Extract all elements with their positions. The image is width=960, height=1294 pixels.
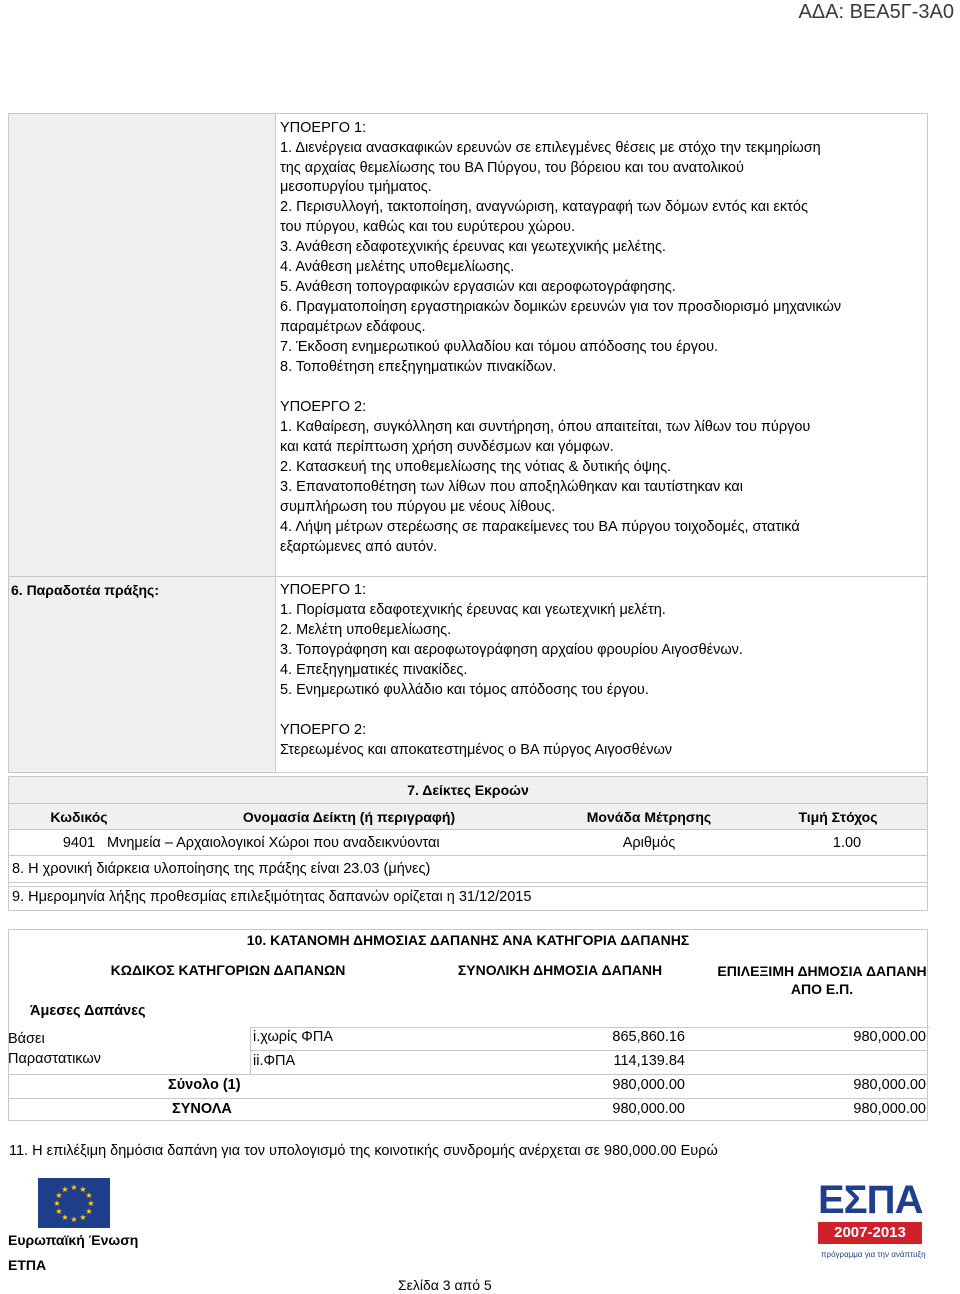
list-item: του πύργου, καθώς και του ευρύτερου χώρου. — [280, 219, 575, 235]
deliverables-label: 6. Παραδοτέα πράξης: — [11, 582, 159, 598]
sum1-label: Σύνολο (1) — [168, 1077, 241, 1093]
list-item: 2. Μελέτη υποθεμελίωσης. — [280, 622, 452, 638]
subproject-2-title: ΥΠΟΕΡΓΟ 2: — [280, 399, 367, 415]
deadline-row — [9, 883, 927, 910]
svg-text:★: ★ — [70, 1183, 78, 1192]
category-line2: Παραστατικων — [8, 1051, 101, 1067]
subcategory-label: ii.ΦΠΑ — [253, 1053, 296, 1069]
column-header-unit: Μονάδα Μέτρησης — [586, 808, 712, 825]
grand-total-label: ΣΥΝΟΛΑ — [172, 1101, 232, 1117]
allocation-title: 10. ΚΑΤΑΝΟΜΗ ΔΗΜΟΣΙΑΣ ΔΑΠΑΝΗΣ ΑΝΑ ΚΑΤΗΓΟΡΙΑ ΔΑΠΑΝΗΣ — [246, 932, 690, 948]
deliverables-sp1-title: ΥΠΟΕΡΓΟ 1: — [280, 582, 367, 598]
grand-total: 980,000.00 — [612, 1101, 685, 1117]
list-item: 7. Έκδοση ενημερωτικού φυλλαδίου και τόμου απόδοσης του έργου. — [280, 339, 719, 355]
list-item: μεσοπυργίου τμήματος. — [280, 179, 432, 195]
list-item: 2. Κατασκευή της υποθεμελίωσης της νότιας & δυτικής όψης. — [280, 459, 672, 475]
eu-label: Ευρωπαϊκή Ένωση — [8, 1232, 139, 1248]
list-item: 3. Ανάθεση εδαφοτεχνικής έρευνας και γεωτεχνικής μελέτης. — [280, 239, 666, 255]
svg-text:★: ★ — [53, 1199, 61, 1208]
section-6-label-cell — [8, 577, 276, 773]
column-header-category: ΚΩΔΙΚΟΣ ΚΑΤΗΓΟΡΙΩΝ ΔΑΠΑΝΩΝ — [110, 962, 346, 978]
duration-text: 8. Η χρονική διάρκεια υλοποίησης της πράξης είναι 23.03 (μήνες) — [12, 861, 431, 877]
column-header-eligible — [692, 962, 952, 998]
list-item: 5. Ενημερωτικό φυλλάδιο και τόμος απόδοσης του έργου. — [280, 682, 649, 698]
column-header-code: Κωδικός — [50, 808, 108, 825]
table-row — [9, 830, 927, 856]
indicators-title-row — [9, 777, 927, 804]
indicator-unit: Αριθμός — [622, 834, 676, 851]
category-line1: Βάσει — [8, 1031, 45, 1047]
column-header-eligible-line2: ΑΠΟ Ε.Π. — [790, 981, 854, 997]
duration-row — [9, 856, 927, 883]
category-label — [8, 1029, 101, 1069]
sum1-eligible: 980,000.00 — [853, 1077, 926, 1093]
svg-text:★: ★ — [87, 1199, 95, 1208]
divider — [250, 1050, 928, 1051]
svg-text:★: ★ — [85, 1191, 93, 1200]
column-header-name: Ονομασία Δείκτη (ή περιγραφή) — [242, 808, 456, 825]
list-item: 8. Τοποθέτηση επεξηγηματικών πινακίδων. — [280, 359, 557, 375]
sum1-total: 980,000.00 — [612, 1077, 685, 1093]
espa-logo — [818, 1178, 926, 1272]
list-item: 3. Επανατοποθέτηση των λίθων που αποξηλώθηκαν και ταυτίστηκαν και — [280, 479, 743, 495]
grand-eligible: 980,000.00 — [853, 1101, 926, 1117]
column-header-total: ΣΥΝΟΛΙΚΗ ΔΗΜΟΣΙΑ ΔΑΠΑΝΗ — [457, 962, 663, 978]
direct-costs-label: Άμεσες Δαπάνες — [30, 1003, 146, 1019]
list-item: της αρχαίας θεμελίωσης του ΒΑ Πύργου, του βόρειου και του ανατολικού — [280, 160, 744, 176]
espa-tagline: πρόγραμμα για την ανάπτυξη — [821, 1250, 926, 1259]
svg-text:★: ★ — [79, 1185, 87, 1194]
list-item: Στερεωμένος και αποκατεστημένος ο ΒΑ πύργος Αιγοσθένων — [280, 742, 673, 758]
column-header-target: Τιμή Στόχος — [798, 808, 878, 825]
list-item: 4. Ανάθεση μελέτης υποθεμελίωσης. — [280, 259, 515, 275]
subcategory-total: 865,860.16 — [612, 1029, 685, 1045]
ada-code: ΑΔΑ: ΒΕΑ5Γ-3Α0 — [798, 1, 954, 23]
espa-years: 2007-2013 — [818, 1222, 922, 1244]
indicator-code: 9401 — [62, 834, 96, 851]
divider — [8, 886, 928, 887]
list-item: συμπλήρωση του πύργου με νέους λίθους. — [280, 499, 556, 515]
indicator-name: Μνημεία – Αρχαιολογικοί Χώροι που αναδεικνύονται — [107, 834, 440, 851]
fund-label: ΕΤΠΑ — [8, 1257, 47, 1273]
svg-text:★: ★ — [55, 1191, 63, 1200]
note-11: 11. Η επιλέξιμη δημόσια δαπάνη για τον υπολογισμό της κοινοτικής συνδρομής ανέρχεται σε 980,000.00 Ευρώ — [9, 1143, 718, 1159]
indicators-title: 7. Δείκτες Εκροών — [407, 782, 529, 798]
list-item: 4. Επεξηγηματικές πινακίδες. — [280, 662, 468, 678]
list-item: 6. Πραγματοποίηση εργαστηριακών δομικών ερευνών για τον προσδιορισμό μηχανικών — [280, 299, 842, 315]
subproject-1-title: ΥΠΟΕΡΓΟ 1: — [280, 120, 367, 136]
list-item: 3. Τοπογράφηση και αεροφωτογράφηση αρχαίου φρουρίου Αιγοσθένων. — [280, 642, 743, 658]
list-item: και κατά περίπτωση χρήση συνδέσμων και γόμφων. — [280, 439, 614, 455]
list-item: 5. Ανάθεση τοπογραφικών εργασιών και αεροφωτογράφησης. — [280, 279, 676, 295]
indicators-table — [8, 776, 928, 911]
section-5-label-cell — [8, 113, 276, 577]
svg-text:★: ★ — [70, 1215, 78, 1224]
subcategory-total: 114,139.84 — [613, 1053, 685, 1069]
indicator-target: 1.00 — [832, 834, 862, 851]
page-number: Σελίδα 3 από 5 — [398, 1277, 492, 1293]
list-item: 1. Πορίσματα εδαφοτεχνικής έρευνας και γεωτεχνική μελέτη. — [280, 602, 666, 618]
svg-text:★: ★ — [61, 1213, 69, 1222]
eu-flag-icon — [38, 1178, 110, 1228]
list-item: εξαρτώμενες από αυτόν. — [280, 539, 438, 555]
svg-text:★: ★ — [79, 1213, 87, 1222]
deliverables-sp2-title: ΥΠΟΕΡΓΟ 2: — [280, 722, 367, 738]
espa-logo-text: ΕΣΠΑ — [818, 1178, 923, 1222]
list-item: 4. Λήψη μέτρων στερέωσης σε παρακείμενες του ΒΑ πύργου τοιχοδομές, στατικά — [280, 519, 800, 535]
list-item: 2. Περισυλλογή, τακτοποίηση, αναγνώριση, καταγραφή των δόμων εντός και εκτός — [280, 199, 808, 215]
list-item: 1. Καθαίρεση, συγκόλληση και συντήρηση, όπου απαιτείται, των λίθων του πύργου — [280, 419, 811, 435]
deadline-text: 9. Ημερομηνία λήξης προθεσμίας επιλεξιμότητας δαπανών ορίζεται η 31/12/2015 — [12, 888, 532, 905]
subcategory-eligible: 980,000.00 — [853, 1029, 926, 1045]
svg-text:★: ★ — [61, 1185, 69, 1194]
list-item: 1. Διενέργεια ανασκαφικών ερευνών σε επιλεγμένες θέσεις με στόχο την τεκμηρίωση — [280, 140, 821, 156]
list-item: παραμέτρων εδάφους. — [280, 319, 426, 335]
column-header-eligible-line1: ΕΠΙΛΕΞΙΜΗ ΔΗΜΟΣΙΑ ΔΑΠΑΝΗ — [717, 963, 927, 979]
divider — [8, 1074, 928, 1075]
divider — [8, 1098, 928, 1099]
subcategory-label: i.χωρίς ΦΠΑ — [253, 1029, 333, 1045]
svg-text:★: ★ — [85, 1207, 93, 1216]
indicators-header-row — [9, 804, 927, 830]
svg-text:★: ★ — [55, 1207, 63, 1216]
